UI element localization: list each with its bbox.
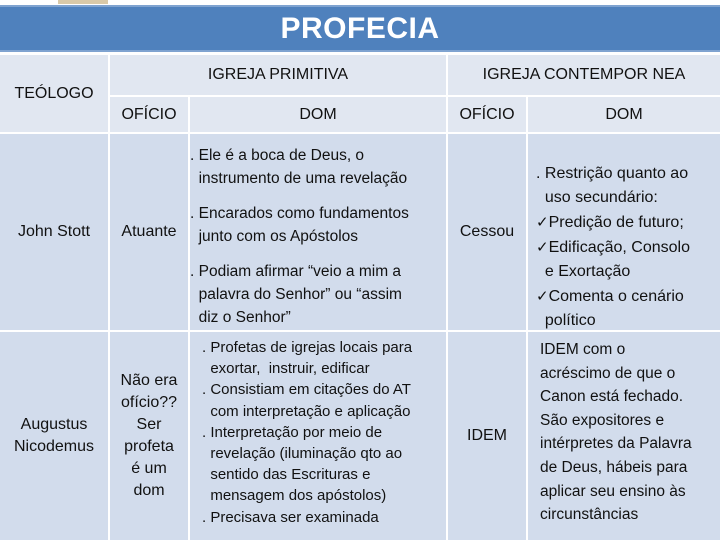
row2-primitive-gift [190, 332, 446, 540]
header-igreja-primitiva [110, 55, 446, 95]
row2-cg-line: Canon está fechado. [540, 388, 684, 406]
row1-gift-line [190, 248, 446, 260]
row2-contemporary-office-value: IDEM [467, 427, 507, 444]
row2-gift-line: com interpretação e aplicação [202, 402, 411, 420]
row2-contemporary-office [448, 332, 526, 540]
row2-gift-line: . Profetas de igrejas locais para [202, 339, 413, 356]
header-teologo-label: TEÓLOGO [14, 84, 94, 102]
top-tab-decoration [58, 0, 108, 4]
row1-contemporary-gift [528, 134, 720, 330]
header-dom-contemporanea [528, 97, 720, 132]
row1-gift-line: . Ele é a boca de Deus, o [190, 147, 365, 164]
checkmark-icon: ✓ [536, 238, 549, 256]
row2-cg-line: acréscimo de que o [540, 364, 676, 382]
row2-cg-line: circunstâncias [540, 506, 639, 524]
row2-gift-line: revelação (iluminação qto ao [202, 445, 403, 463]
row2-gift-line: exortar, instruir, edificar [202, 360, 370, 378]
row2-gift-line: mensagem dos apóstolos) [202, 487, 387, 505]
row1-cg-item: ✓Predição de futuro; [536, 213, 684, 231]
row1-gift-line: junto com os Apóstolos [190, 228, 359, 245]
header-dom-primitiva [190, 97, 446, 132]
header-oficio-contemporanea [448, 97, 526, 132]
header-igreja-contemporanea-label: IGREJA CONTEMPOR NEA [482, 66, 686, 83]
row1-theologian [0, 134, 108, 330]
page-title: PROFECIA [280, 11, 440, 45]
row1-gift-line: diz o Senhor” [190, 309, 291, 326]
row2-office-line: Não era [120, 372, 178, 389]
row2-cg-line: São expositores e [540, 411, 665, 429]
header-teologo [0, 55, 108, 132]
row1-cg-item-cont: político [536, 312, 596, 329]
row2-office-line: ofício?? [120, 394, 178, 411]
row2-cg-line: de Deus, hábeis para [540, 458, 688, 476]
header-oficio-contemporanea-label: OFÍCIO [459, 105, 515, 123]
row1-primitive-gift [190, 134, 446, 330]
row2-gift-line: . Precisava ser examinada [202, 508, 379, 526]
row1-gift-line [190, 190, 446, 202]
title-bar [0, 5, 720, 52]
row2-primitive-office [110, 332, 188, 540]
row1-cg-item-cont: e Exortação [536, 263, 631, 280]
header-igreja-contemporanea [448, 55, 720, 95]
row1-gift-line: . Encarados como fundamentos [190, 205, 409, 222]
row1-theologian-name: John Stott [17, 223, 91, 240]
row1-cg-intro: uso secundário: [536, 189, 658, 206]
row1-primitive-office [110, 134, 188, 330]
header-oficio-primitiva [110, 97, 188, 132]
row2-theologian-line: Nicodemus [13, 438, 95, 455]
row1-contemporary-office-value: Cessou [459, 223, 515, 240]
row1-gift-line: . Podiam afirmar “veio a mim a [190, 263, 402, 280]
row2-theologian [0, 332, 108, 540]
row1-contemporary-office [448, 134, 526, 330]
row2-theologian-line: Augustus [20, 416, 88, 433]
row2-gift-line: . Consistiam em citações do AT [202, 381, 411, 399]
row2-gift-line: . Interpretação por meio de [202, 423, 383, 441]
row2-office-line: profeta [124, 438, 174, 455]
row2-office-line: é um [131, 460, 167, 477]
row2-cg-line: IDEM com o [540, 341, 626, 358]
row1-gift-line: palavra do Senhor” ou “assim [190, 286, 402, 303]
checkmark-icon: ✓ [536, 287, 549, 305]
header-dom-primitiva-label: DOM [299, 105, 337, 123]
checkmark-icon: ✓ [536, 213, 549, 231]
row1-primitive-office-value: Atuante [121, 223, 177, 240]
row2-office-line: Ser [136, 416, 162, 433]
row2-office-line: dom [133, 482, 165, 499]
row2-gift-line: sentido das Escrituras e [202, 466, 371, 484]
header-oficio-primitiva-label: OFÍCIO [121, 105, 177, 123]
header-igreja-primitiva-label: IGREJA PRIMITIVA [207, 66, 349, 83]
row1-cg-item: ✓Edificação, Consolo [536, 238, 690, 256]
row1-gift-line: instrumento de uma revelação [190, 170, 408, 187]
row1-cg-item: ✓Comenta o cenário [536, 287, 684, 305]
row1-cg-intro: . Restrição quanto ao [536, 165, 689, 182]
row2-cg-line: aplicar seu ensino às [540, 482, 686, 500]
row2-contemporary-gift [528, 332, 720, 540]
row2-cg-line: intérpretes da Palavra [540, 435, 692, 453]
header-dom-contemporanea-label: DOM [605, 105, 643, 123]
profecia-table [0, 52, 720, 540]
